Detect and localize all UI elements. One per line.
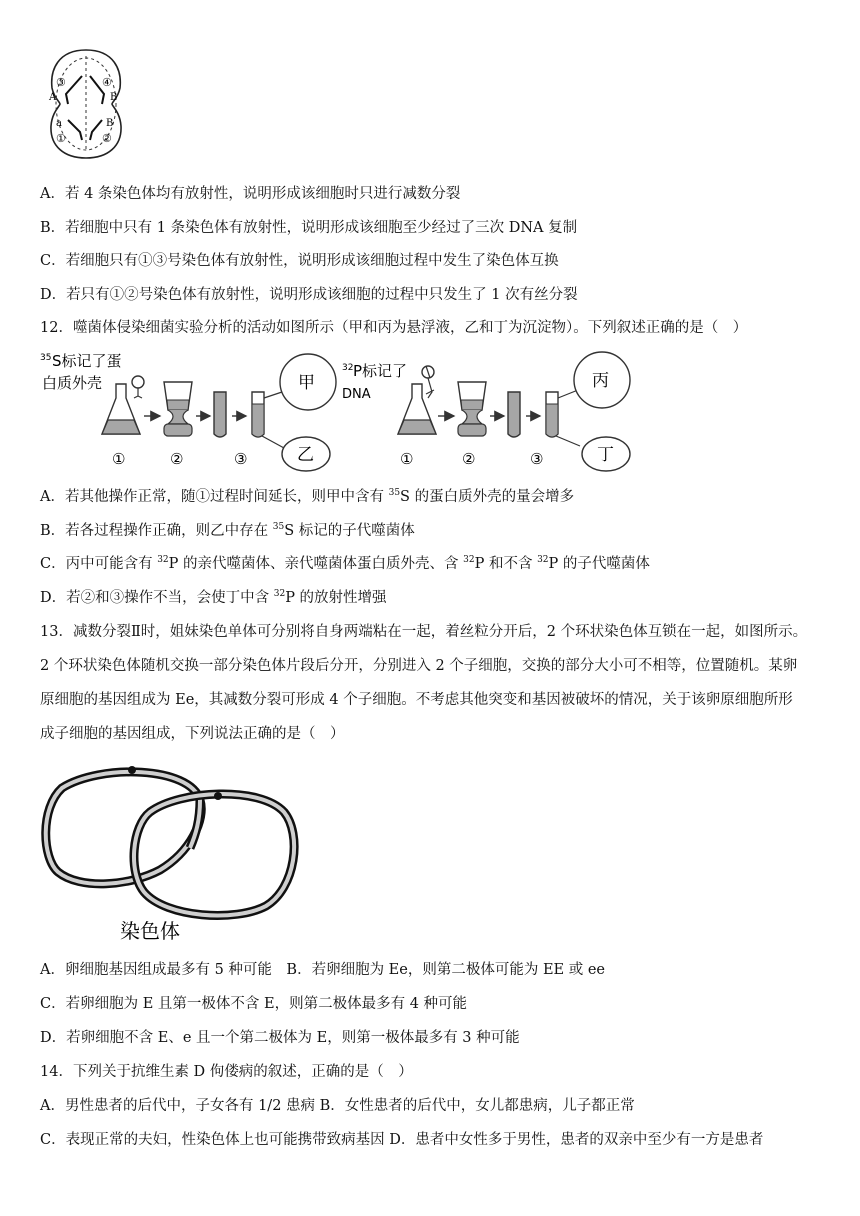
label-2: ② [102,132,112,145]
label-B-lower: B [106,118,114,129]
q14-option-ab: A．男性患者的后代中，子女各有 1/2 患病 B．女性患者的后代中，女儿都患病，儿子都正常 [40,1098,635,1114]
q12-option-d: D．若②和③操作不当，会使丁中含 $^{32}$P 的放射性增强 [40,589,387,606]
label-3: ③ [56,76,66,89]
left-label-line2: 白质外壳 [42,374,103,392]
right-step-2: ② [462,450,476,468]
left-label-sup: 35 [40,353,52,363]
circle-jia: 甲 [298,373,315,393]
phage-experiment-diagram [40,346,650,474]
q13-stem-line-1: 13．减数分裂Ⅱ时，姐妹染色单体可分别将自身两端粘在一起，着丝粒分开后，2 个环状染色体互锁在一起，如图所示。 [40,624,808,640]
right-label-line2: DNA [342,387,371,402]
q13-option-ab: A．卵细胞基因组成最多有 5 种可能 B．若卵细胞为 Ee，则第二极体可能为 EE 或 ee [40,962,606,978]
label-1: ① [56,132,66,145]
left-step-1: ① [112,450,126,468]
label-B-upper: B [110,92,118,103]
q12-option-c: C．丙中可能含有 $^{32}$P 的亲代噬菌体、亲代噬菌体蛋白质外壳、含 $^{32}$P 和不含 $^{32}$P 的子代噬菌体 [40,555,650,572]
right-label-sup: 32 [342,363,354,373]
right-step-1: ① [400,450,414,468]
label-a: a [56,118,62,129]
q13-stem-line-3: 原细胞的基因组成为 Ee，其减数分裂可形成 4 个子细胞。不考虑其他突变和基因被破坏的情况，关于该卵原细胞所形 [40,692,793,708]
ring-chromosomes-diagram [40,760,300,950]
circle-bing: 丙 [592,371,609,391]
q11-option-b: B．若细胞中只有 1 条染色体有放射性，说明形成该细胞至少经过了三次 DNA 复制 [40,220,578,236]
cell-diagram [46,46,126,162]
circle-yi: 乙 [297,445,314,465]
q13-stem-line-2: 2 个环状染色体随机交换一部分染色体片段后分开，分别进入 2 个子细胞，交换的部分大小可不相等，位置随机。某卵 [40,658,798,674]
q13-option-d: D．若卵细胞不含 E、e 且一个第二极体为 E，则第一极体最多有 3 种可能 [40,1030,520,1046]
label-4: ④ [102,76,112,89]
q11-option-a: A．若 4 条染色体均有放射性，说明形成该细胞时只进行减数分裂 [40,186,461,202]
q13-stem-line-4: 成子细胞的基因组成，下列说法正确的是（ ） [40,726,345,742]
circle-ding: 丁 [597,445,614,465]
left-step-2: ② [170,450,184,468]
right-label-line1: P标记了 [353,362,408,380]
q13-option-c: C．若卵细胞为 E 且第一极体不含 E，则第二极体最多有 4 种可能 [40,996,468,1012]
q11-option-c: C．若细胞只有①③号染色体有放射性，说明形成该细胞过程中发生了染色体互换 [40,253,559,269]
label-A: A [49,92,57,103]
q12-option-a: A．若其他操作正常，随①过程时间延长，则甲中含有 $^{35}$S 的蛋白质外壳的量会增多 [40,488,575,505]
right-step-3: ③ [530,450,544,468]
q12-stem: 12．噬菌体侵染细菌实验分析的活动如图所示（甲和丙为悬浮液，乙和丁为沉淀物）。下列叙述正确的是（ ） [40,320,748,336]
q11-option-d: D．若只有①②号染色体有放射性，说明形成该细胞的过程中只发生了 1 次有丝分裂 [40,287,578,303]
q14-stem: 14．下列关于抗维生素 D 佝偻病的叙述，正确的是（ ） [40,1064,413,1080]
left-step-3: ③ [234,450,248,468]
q14-option-cd: C．表现正常的夫妇，性染色体上也可能携带致病基因 D．患者中女性多于男性，患者的双亲中至少有一方是患者 [40,1132,764,1148]
q12-option-b: B．若各过程操作正确，则乙中存在 $^{35}$S 标记的子代噬菌体 [40,522,415,539]
left-label-line1: S标记了蛋 [52,352,122,370]
ring-caption: 染色体 [120,919,180,943]
